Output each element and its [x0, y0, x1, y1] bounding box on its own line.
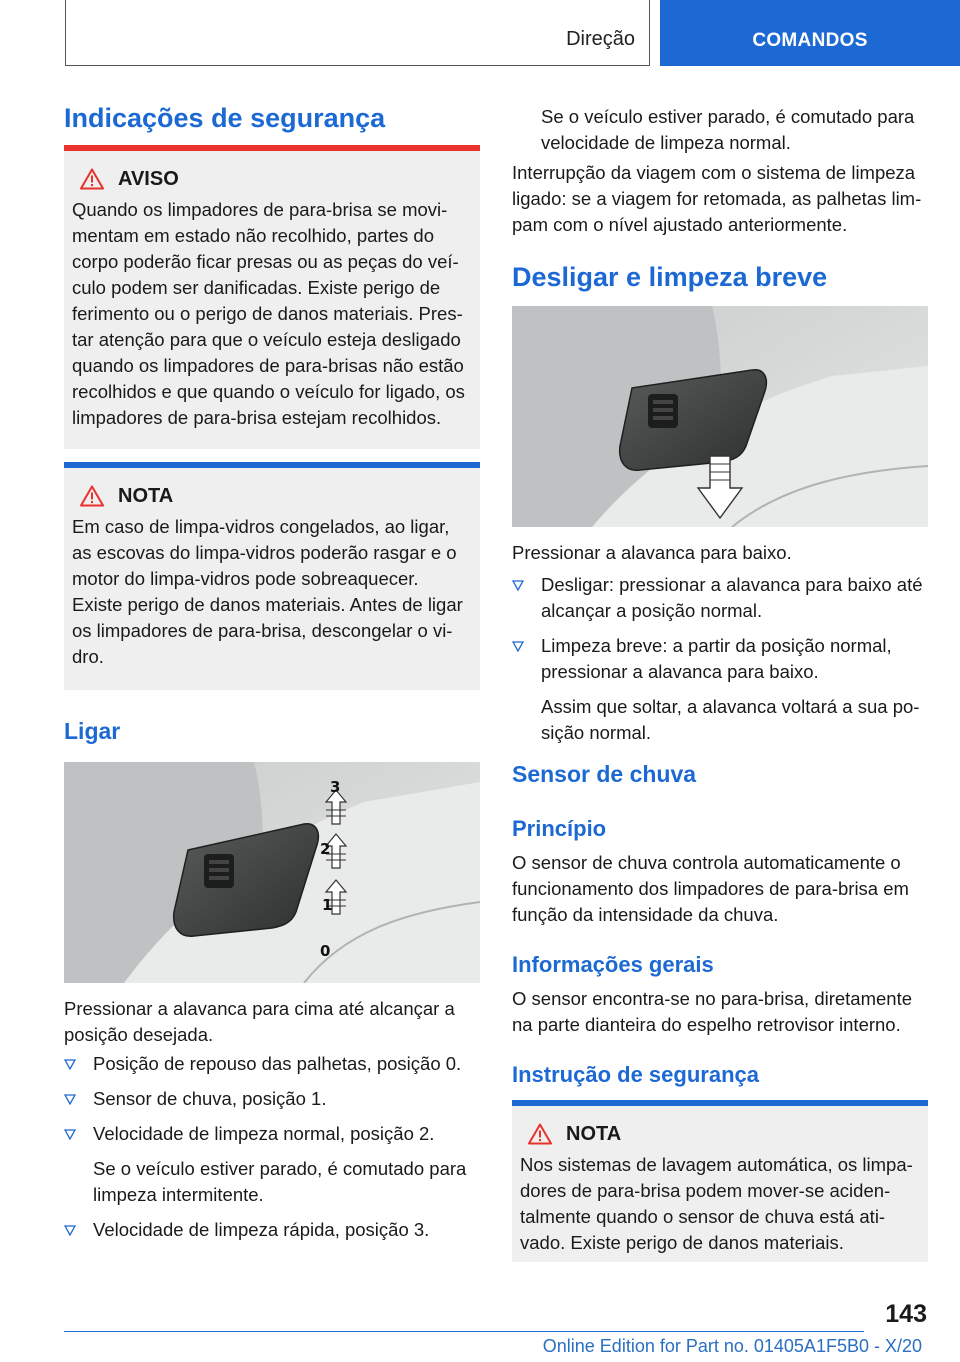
ligar-intro-line: Pressionar a alavanca para cima até alcançar a: [64, 998, 455, 1019]
list-item-text: Posição de repouso das palhetas, posição 0.: [93, 1053, 462, 1074]
note-text: [64, 510, 480, 690]
warning-title: [64, 151, 480, 193]
desligar-heading: Desligar e limpeza breve: [512, 262, 828, 292]
ligar-intro-line: posição desejada.: [64, 1024, 214, 1045]
position-2-label: 2: [320, 840, 331, 858]
note-title: [512, 1106, 928, 1148]
subtext-line: Se o veículo estiver parado, é comutado para: [93, 1158, 467, 1179]
list-item: [64, 1121, 480, 1147]
list-item: [64, 1051, 480, 1077]
wiper-lever-up-figure: [64, 762, 480, 983]
footer-divider: [64, 1331, 864, 1332]
interrupt-line: ligado: se a viagem for retomada, as palhetas lim-: [512, 188, 922, 209]
note-line: Em caso de limpa-vidros congelados, ao ligar,: [72, 516, 450, 537]
note-line: vado. Existe perigo de danos materiais.: [520, 1232, 844, 1253]
section-title: Direção: [566, 28, 635, 50]
interrupt-line: Interrupção da viagem com o sistema de limpeza: [512, 162, 916, 183]
list-item-text: Velocidade de limpeza normal, posição 2.: [93, 1123, 435, 1144]
triangle-bullet-icon: [512, 579, 524, 591]
note-title: [64, 468, 480, 510]
note-label: NOTA: [118, 484, 174, 507]
note-line: dores de para-brisa podem mover-se aciden-: [520, 1180, 891, 1201]
list-item: [64, 1086, 480, 1112]
wiper-lever-down-figure: [512, 306, 928, 527]
note-line: motor do limpa-vidros pode sobreaquecer.: [72, 568, 419, 589]
subtext-line: limpeza intermitente.: [93, 1184, 264, 1205]
info-line: na parte dianteira do espelho retrovisor interno.: [512, 1014, 901, 1035]
principio-line: O sensor de chuva controla automaticamente o: [512, 852, 901, 873]
sensor-heading: Sensor de chuva: [512, 761, 697, 787]
note-label: NOTA: [566, 1122, 622, 1145]
wiper-lever-illustration: [512, 306, 928, 527]
principio-text: [512, 850, 928, 928]
list-item-text: Limpeza breve: a partir da posição normal,: [541, 635, 892, 656]
interrupt-line: pam com o nível ajustado anteriormente.: [512, 214, 848, 235]
ligar-heading: Ligar: [64, 718, 121, 744]
warning-line: culo podem ser danificadas. Existe perigo de: [72, 277, 441, 298]
info-heading: Informações gerais: [512, 952, 714, 977]
warning-line: recolhidos e que quando o veículo for ligado, os: [72, 381, 465, 402]
note-box: [512, 1100, 928, 1262]
desligar-intro: Pressionar a alavanca para baixo.: [512, 542, 792, 563]
triangle-bullet-icon: [64, 1224, 76, 1236]
warning-label: AVISO: [118, 167, 179, 190]
page-header: [0, 0, 960, 66]
position-0-label: 0: [320, 942, 331, 960]
note-line: talmente quando o sensor de chuva está ati-: [520, 1206, 886, 1227]
warning-line: tar atenção para que o veículo esteja desligado: [72, 329, 461, 350]
info-line: O sensor encontra-se no para-brisa, diretamente: [512, 988, 913, 1009]
list-item: [64, 1217, 480, 1243]
list-item-subtext: [64, 1156, 480, 1208]
position-3-label: 3: [330, 778, 341, 796]
list-item-text: Sensor de chuva, posição 1.: [93, 1088, 327, 1109]
warning-line: mentam em estado não recolhido, partes do: [72, 225, 434, 246]
continued-line: velocidade de limpeza normal.: [541, 132, 791, 153]
triangle-bullet-icon: [64, 1093, 76, 1105]
note-line: os limpadores de para-brisa, descongelar o vi-: [72, 620, 453, 641]
safety-heading: Indicações de segurança: [64, 103, 386, 133]
list-item-text: Velocidade de limpeza rápida, posição 3.: [93, 1219, 430, 1240]
list-item-subtext: [512, 694, 928, 746]
warning-line: corpo poderão ficar presas ou as peças do veí-: [72, 251, 459, 272]
warning-box: [64, 145, 480, 449]
list-item-text: Desligar: pressionar a alavanca para baixo até: [541, 574, 923, 595]
subtext-line: Assim que soltar, a alavanca voltará a sua po-: [541, 696, 920, 717]
continued-text: [512, 104, 928, 156]
warning-line: Quando os limpadores de para-brisa se movi-: [72, 199, 448, 220]
footer-edition: Online Edition for Part no. 01405A1F5B0 - X/20: [542, 1336, 922, 1356]
section-header-box: [65, 0, 650, 66]
principio-heading: Princípio: [512, 816, 607, 841]
warning-text: [64, 193, 480, 449]
interrupt-text: [512, 160, 928, 238]
note-text: [512, 1148, 928, 1262]
principio-line: funcionamento dos limpadores de para-brisa em: [512, 878, 909, 899]
triangle-bullet-icon: [64, 1058, 76, 1070]
wiper-lever-illustration: [64, 762, 480, 983]
instr-heading: Instrução de segurança: [512, 1062, 759, 1087]
ligar-bullet-list: [64, 1051, 480, 1243]
position-1-label: 1: [322, 896, 333, 914]
warning-icon: [80, 168, 104, 190]
note-line: Nos sistemas de lavagem automática, os limpa-: [520, 1154, 913, 1175]
ligar-intro: [64, 996, 480, 1048]
triangle-bullet-icon: [512, 640, 524, 652]
note-line: dro.: [72, 646, 104, 667]
principio-line: função da intensidade da chuva.: [512, 904, 779, 925]
chapter-tab: COMANDOS: [660, 0, 960, 66]
note-line: Existe perigo de danos materiais. Antes de ligar: [72, 594, 463, 615]
desligar-bullet-list: [512, 572, 928, 746]
note-line: as escovas do limpa-vidros poderão rasgar e o: [72, 542, 457, 563]
info-text: [512, 986, 928, 1038]
list-item: [512, 633, 928, 685]
warning-line: ferimento ou o perigo de danos materiais. Pres-: [72, 303, 463, 324]
subtext-line: sição normal.: [541, 722, 652, 743]
page-number: 143: [885, 1300, 927, 1328]
warning-icon: [528, 1123, 552, 1145]
list-item-text: alcançar a posição normal.: [541, 600, 763, 621]
note-box: [64, 462, 480, 690]
continued-line: Se o veículo estiver parado, é comutado para: [541, 106, 915, 127]
warning-line: quando os limpadores de para-brisas não estão: [72, 355, 464, 376]
warning-line: limpadores de para-brisa estejam recolhidos.: [72, 407, 442, 428]
warning-icon: [80, 485, 104, 507]
triangle-bullet-icon: [64, 1128, 76, 1140]
list-item: [512, 572, 928, 624]
list-item-text: pressionar a alavanca para baixo.: [541, 661, 819, 682]
